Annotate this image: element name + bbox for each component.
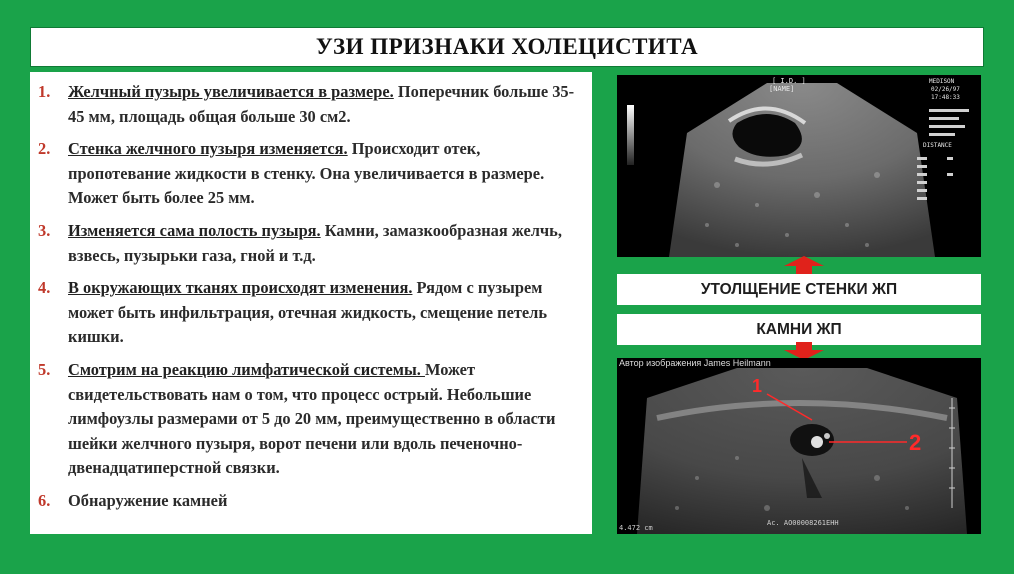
item-heading: Изменяется сама полость пузыря. — [68, 220, 321, 240]
depth-label: 4.472 cm — [619, 524, 653, 532]
item-text: Обнаружение камней — [68, 490, 228, 510]
item-number: 2. — [38, 139, 51, 159]
patient-id-text: [ I.D. ] — [772, 77, 806, 85]
list-item — [38, 137, 584, 211]
arrow-up-icon — [784, 256, 824, 274]
item-text: Рядом с пузырем может быть инфильтрация, отечная жидкость, смещение петель кишки. — [68, 278, 548, 347]
ultrasound-image-wall-thickening — [617, 75, 981, 257]
item-text: Происходит отек, пропотевание жидкости в стенку. Она увеличивается в размере. Может быть более 25 мм. — [68, 139, 545, 208]
item-number: 1. — [38, 82, 51, 101]
label-gallstones: КАМНИ ЖП — [617, 314, 981, 345]
item-text: Камни, замазкообразная желчь, взвесь, пузырьки газа, гной и т.д. — [68, 220, 562, 265]
exam-time-text: 17:48:33 — [931, 94, 960, 101]
item-heading: Смотрим на реакцию лимфатической системы. — [68, 359, 425, 379]
list-item — [38, 358, 584, 481]
item-heading: В окружающих тканях происходят изменения. — [68, 278, 413, 298]
image-credit-text: Автор изображения James Heilmann — [619, 358, 771, 368]
label-wall-thickening: УТОЛЩЕНИЕ СТЕНКИ ЖП — [617, 274, 981, 305]
item-heading: Желчный пузырь увеличивается в размере. — [68, 82, 394, 101]
gallstone — [811, 436, 823, 448]
signs-list — [30, 72, 592, 534]
item-heading: Стенка желчного пузыря изменяется. — [68, 139, 348, 159]
item-number: 4. — [38, 278, 51, 298]
item-text: Может свидетельствовать нам о том, что процесс острый. Небольшие лимфоузлы размерами от 5 до 20 мм, преимущественно в области шейки желчного пузыря, ворот печени или вдоль печеночно-двенадцатиперстной связки. — [68, 359, 556, 478]
marker-2-label: 2 — [909, 430, 922, 455]
list-item — [38, 489, 584, 514]
list-item — [38, 80, 584, 129]
exam-date-text: 02/26/97 — [931, 86, 960, 93]
page-title: УЗИ ПРИЗНАКИ ХОЛЕЦИСТИТА — [30, 27, 984, 67]
list-item — [38, 276, 584, 350]
item-number: 5. — [38, 359, 51, 379]
patient-name-text: [NAME] — [769, 85, 795, 93]
list-item — [38, 219, 584, 268]
item-text: Поперечник больше 35- 45 мм, площадь общая больше 30 см2. — [68, 82, 575, 126]
marker-1-label: 1 — [752, 376, 763, 396]
ultrasound-image-gallstones — [617, 358, 981, 534]
item-number: 6. — [38, 490, 51, 510]
distance-label: DISTANCE — [923, 142, 952, 149]
item-number: 3. — [38, 220, 51, 240]
device-brand-text: MEDISON — [929, 78, 955, 85]
accession-label: Ac. AO00008261EHH — [767, 519, 839, 527]
